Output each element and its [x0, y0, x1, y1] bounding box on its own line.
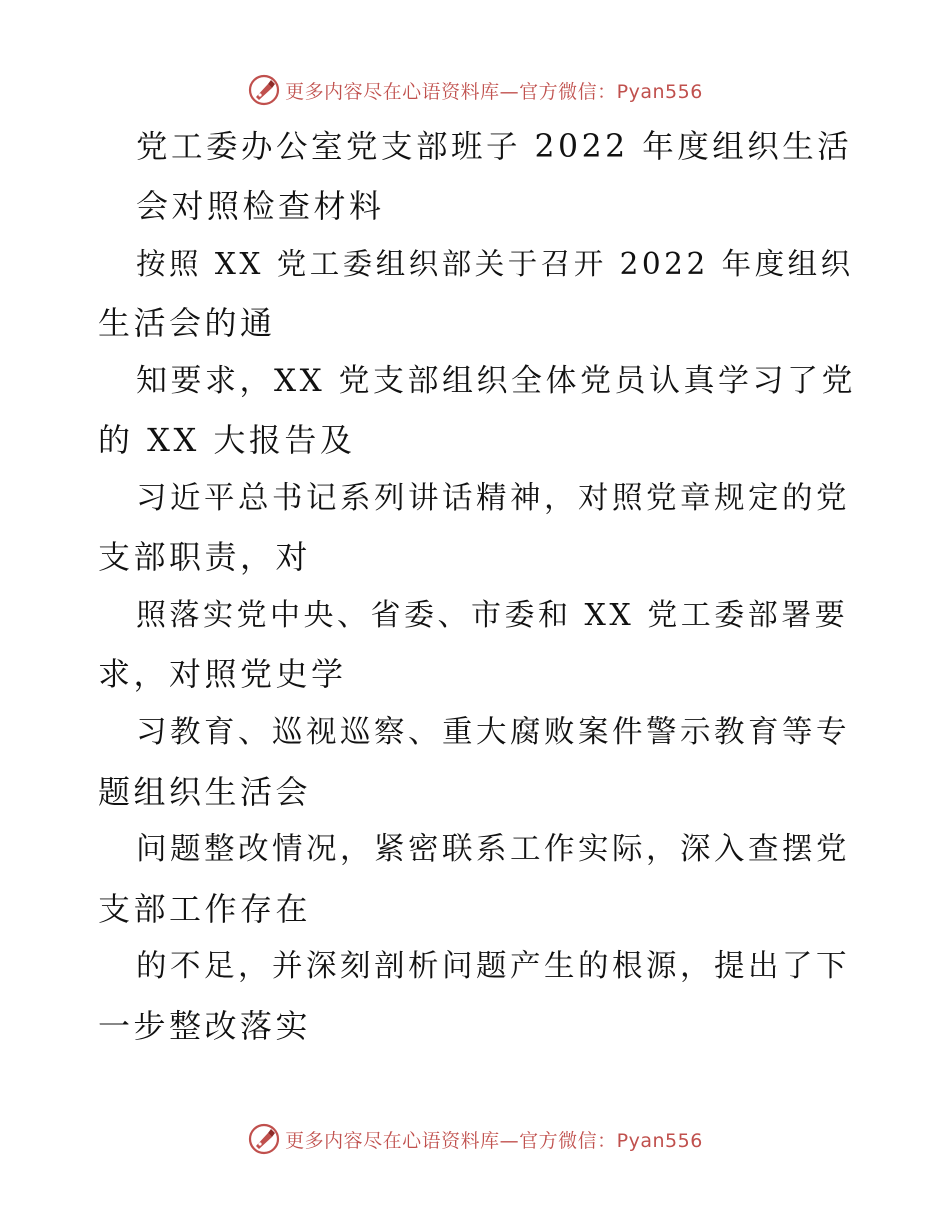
text-line: 一步整改落实 [98, 1006, 312, 1045]
watermark-text: 更多内容尽在心语资料库—官方微信：Pyan556 [285, 1129, 703, 1152]
text-line: 生活会的通 [98, 303, 276, 342]
text-line: 求，对照党史学 [98, 655, 347, 694]
pen-nib-logo-icon [247, 1122, 281, 1156]
text-line: 知要求，XX 党支部组织全体党员认真学习了党 [136, 363, 856, 400]
document-body [98, 118, 858, 1056]
text-line: 的 XX 大报告及 [98, 420, 356, 459]
header-watermark [0, 70, 950, 110]
pen-nib-logo-icon [247, 73, 281, 107]
text-line: 会对照检查材料 [136, 186, 385, 225]
text-line: 照落实党中央、省委、市委和 XX 党工委部署要 [136, 597, 849, 633]
text-line: 党工委办公室党支部班子 2022 年度组织生活 [136, 129, 853, 165]
text-line: 的不足，并深刻剖析问题产生的根源，提出了下 [136, 949, 850, 985]
text-line: 题组织生活会 [98, 772, 312, 811]
text-line: 问题整改情况，紧密联系工作实际，深入查摆党 [136, 832, 850, 868]
watermark-text: 更多内容尽在心语资料库—官方微信：Pyan556 [285, 80, 703, 103]
text-line: 习教育、巡视巡察、重大腐败案件警示教育等专 [136, 714, 850, 750]
text-line: 支部工作存在 [98, 889, 312, 928]
text-line: 支部职责，对 [98, 538, 312, 577]
footer-watermark [0, 1119, 950, 1159]
text-line: 按照 XX 党工委组织部关于召开 2022 年度组织 [136, 247, 854, 282]
text-line: 习近平总书记系列讲话精神，对照党章规定的党 [136, 480, 850, 516]
